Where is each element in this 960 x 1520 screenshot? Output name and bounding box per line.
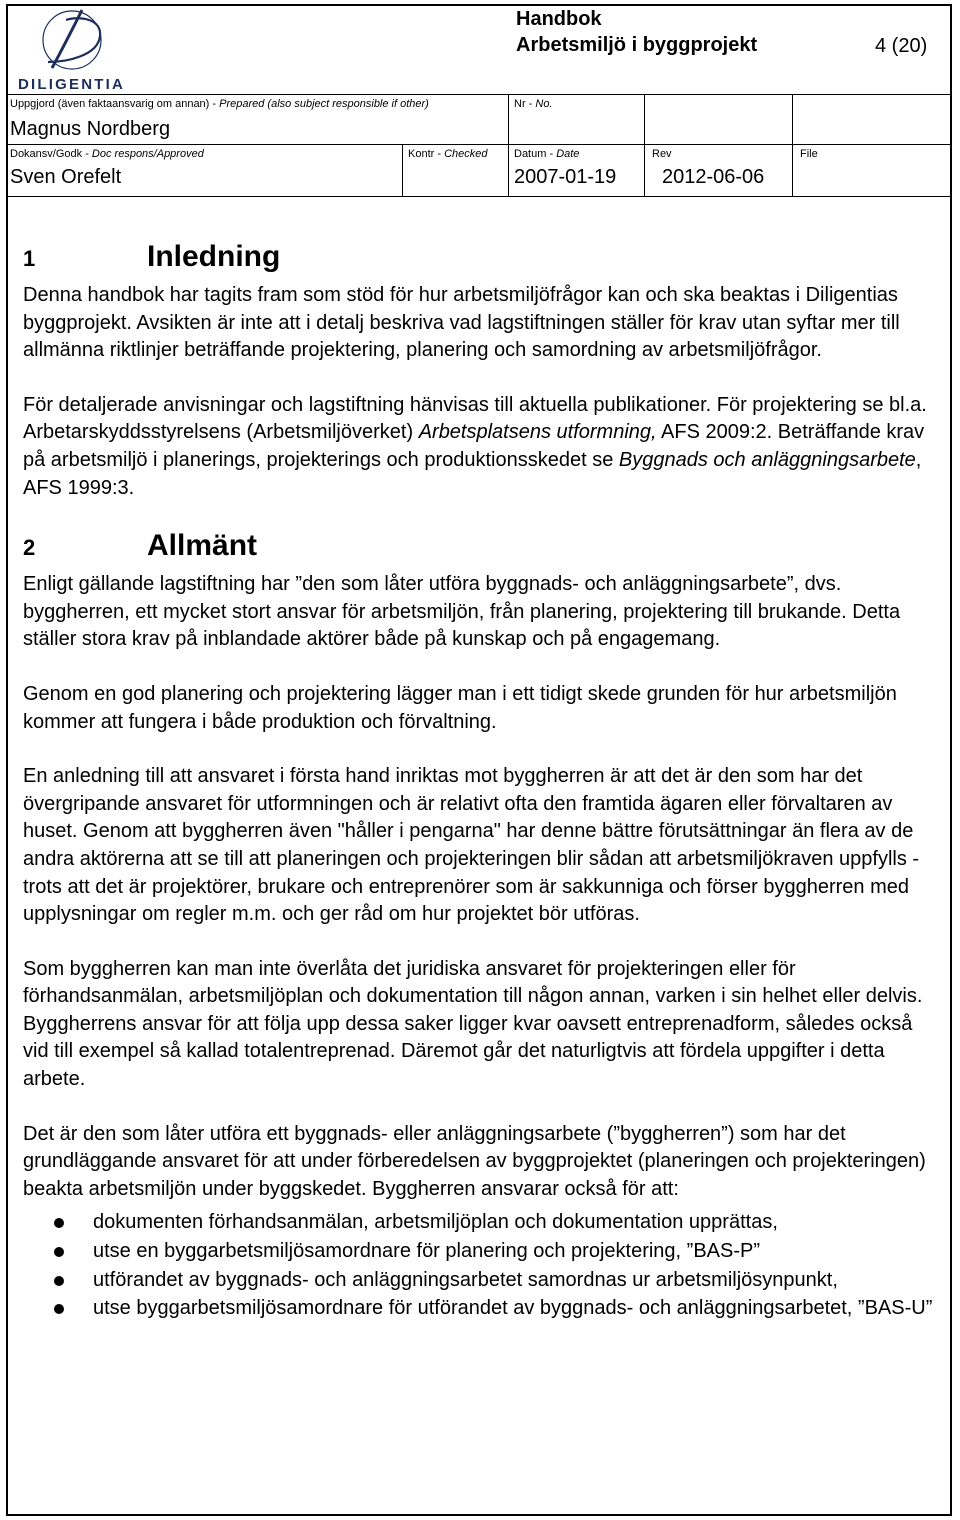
document-body (23, 240, 935, 1324)
list-item-text: utse byggarbetsmiljösamordnare för utförandet av byggnads- och anläggningsarbetet, ”BAS-U” (93, 1297, 933, 1320)
nr-label-italic: No. (535, 98, 553, 110)
paragraph: Det är den som låter utföra ett byggnads- eller anläggningsarbete (”byggherren”) som har det grundläggande ansvaret för att under förberedelsen av byggprojektet (planeringen och projekteringen) beakta arbetsmiljön under byggskedet. Byggherren ansvarar också för att: (23, 1122, 926, 1200)
paragraph: Denna handbok har tagits fram som stöd för hur arbetsmiljöfrågor kan och ska beaktas i Diligentias byggprojekt. Avsikten är inte att i detalj beskriva vad lagstiftningen ställer för krav utan syftar mer till allmänna riktlinjer beträffande projektering, planering och samordning av arbetsmiljöfrågor. (23, 284, 900, 362)
prepared-label-italic: Prepared (also subject responsible if other) (219, 98, 429, 110)
rev-value: 2012-06-06 (662, 166, 765, 188)
list-item (23, 1238, 935, 1266)
logo-text: DILIGENTIA (18, 76, 125, 93)
header-rule-bottom (8, 196, 952, 197)
bullet-list (23, 1209, 935, 1322)
nr-label (514, 98, 553, 110)
file-label: File (800, 148, 818, 160)
nr-label-plain: Nr - (514, 98, 536, 110)
rev-label: Rev (652, 148, 672, 160)
list-item-text: utförandet av byggnads- och anläggningsarbetet samordnas ur arbetsmiljösynpunkt, (93, 1268, 838, 1291)
logo-mark-icon (8, 6, 138, 76)
date-label-italic: Date (556, 148, 580, 160)
bullet-icon (54, 1218, 64, 1228)
header-col-divider (402, 145, 403, 196)
paragraph: En anledning till att ansvaret i första hand inriktas mot byggherren är att det är den som har det övergripande ansvaret för utformningen och är relativt ofta den framtida ägaren eller förvaltaren av huset. Genom att byggherren även "håller i pengarna" har denne bättre förutsättningar än flera av de andra aktörerna att se till att planeringen och projekteringen blir sådan att arbetsmiljökraven uppfylls - trots att det är projektörer, brukare och entreprenörer som är sakkunniga och förser byggherren med upplysningar om regler m.m. och ger råd om hur projektet bör utföras. (23, 765, 920, 926)
text-run: För detaljerade anvisningar och lagstiftning hänvisas till aktuella publikationer. För projektering se bl.a. Arbetarskyddsstyrelsens (Arbetsmiljöverket) (23, 393, 927, 444)
text-run: , AFS 1999:3. (23, 448, 922, 499)
date-label-plain: Datum - (514, 148, 557, 160)
paragraph: Som byggherren kan man inte överlåta det juridiska ansvaret för projekteringen eller för förhandsanmälan, arbetsmiljöplan och dokumentation till någon annan, varken i sin helhet eller delvis. Byggherrens ansvar för att följa upp dessa saker ligger kvar oavsett entreprenadform, således också vid till exempel så kallad totalentreprenad. Däremot går det naturligtvis att fördela uppgifter i detta arbete. (23, 957, 923, 1091)
checked-label-italic: Checked (444, 148, 488, 160)
list-item (23, 1295, 935, 1323)
page-info: 4 (20) (875, 35, 928, 57)
bullet-icon (54, 1247, 64, 1257)
list-item (23, 1209, 935, 1237)
prepared-by: Magnus Nordberg (10, 118, 171, 140)
approved-label-italic: Doc respons/Approved (91, 148, 204, 160)
header-col-divider (644, 95, 645, 196)
section-number: 1 (23, 246, 36, 271)
paragraph: Genom en god planering och projektering lägger man i ett tidigt skede grunden för hur arbetsmiljön kommer att fungera i både produktion och förvaltning. (23, 682, 897, 733)
date-label (514, 148, 579, 160)
bullet-icon (54, 1304, 64, 1314)
checked-label-plain: Kontr - (408, 148, 445, 160)
paragraph: Enligt gällande lagstiftning har ”den som låter utföra byggnads- och anläggningsarbete”, dvs. byggherren, ett mycket stort ansvar för arbetsmiljön, från planering, projektering till brukande. Detta ställer stora krav på inblandade aktörer både på kunskap och på engagemang. (23, 573, 901, 651)
bullet-icon (54, 1276, 64, 1286)
section-heading (23, 529, 935, 563)
doc-type: Handbok (516, 8, 602, 30)
publication-title: Byggnads och anläggningsarbete (618, 448, 916, 471)
header-col-divider (792, 95, 793, 196)
approved-label-plain: Dokansv/Godk - (10, 148, 92, 160)
text-run: AFS 2009:2. Beträffande krav på arbetsmiljö i planerings, projekterings och produktionsskedet se (23, 421, 925, 471)
approved-label (10, 148, 204, 160)
paragraph (23, 392, 935, 502)
header-rule-middle (8, 144, 952, 145)
header-col-divider (508, 95, 509, 196)
prepared-label (10, 98, 429, 110)
approved-by: Sven Orefelt (10, 166, 122, 188)
header-rule-top (8, 94, 952, 95)
section-number: 2 (23, 535, 36, 561)
list-item (23, 1267, 935, 1295)
section-title: Allmänt (147, 529, 258, 563)
section-title: Inledning (147, 240, 281, 273)
list-item-text: utse en byggarbetsmiljösamordnare för planering och projektering, ”BAS-P” (93, 1240, 761, 1263)
doc-title: Arbetsmiljö i byggprojekt (516, 34, 758, 56)
date-value: 2007-01-19 (514, 166, 617, 188)
list-item-text: dokumenten förhandsanmälan, arbetsmiljöplan och dokumentation upprättas, (93, 1211, 778, 1234)
checked-label (408, 148, 488, 160)
diligentia-logo (8, 6, 138, 93)
publication-title: Arbetsplatsens utformning, (418, 421, 657, 444)
section-heading (23, 240, 935, 274)
prepared-label-plain: Uppgjord (även faktaansvarig om annan) - (10, 98, 220, 110)
